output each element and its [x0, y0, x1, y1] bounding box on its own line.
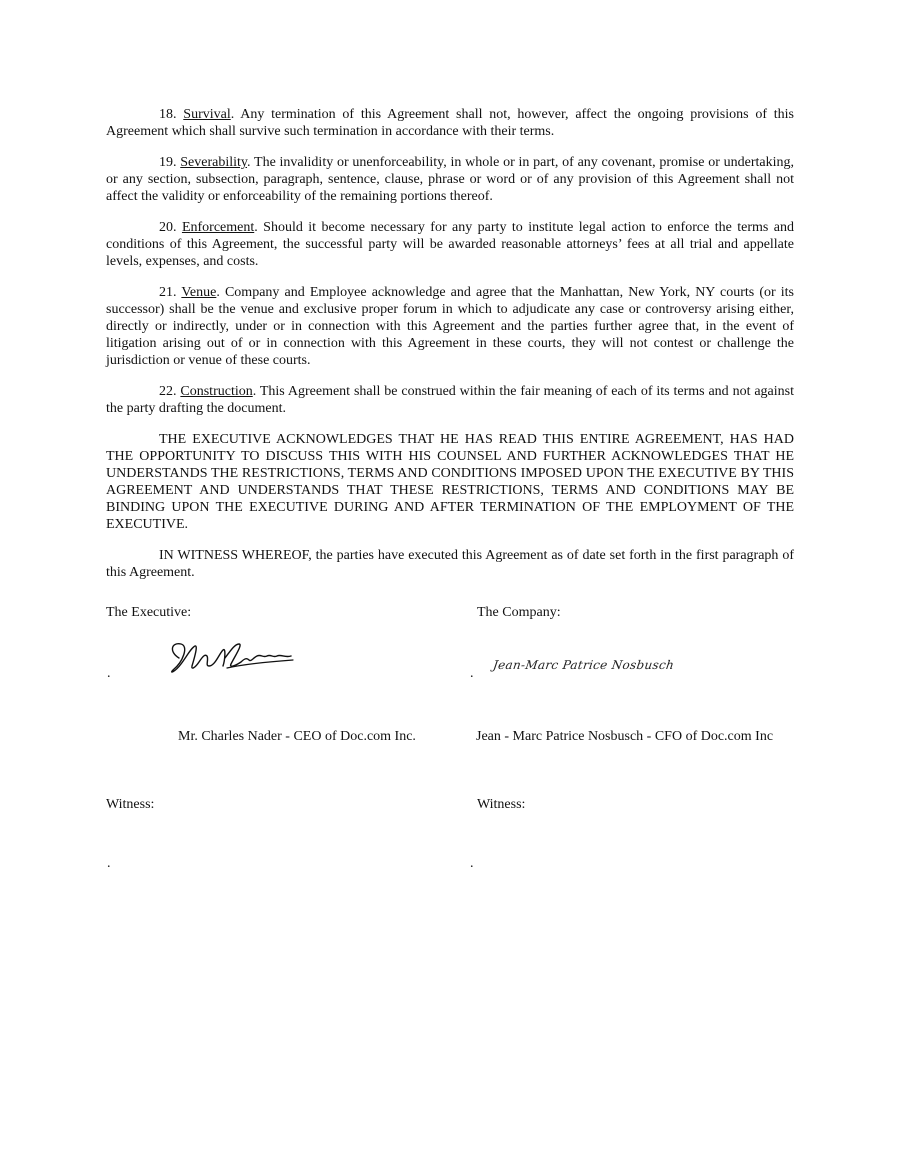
witness-line-dot: . — [470, 856, 474, 871]
clause-number: 19. — [159, 155, 177, 170]
clause-number: 20. — [159, 220, 177, 235]
witness-line-dot: . — [107, 856, 111, 871]
company-signatory-name: Jean - Marc Patrice Nosbusch - CFO of Doc.com Inc — [476, 729, 774, 744]
clause-number: 21. — [159, 285, 177, 300]
company-label: The Company: — [477, 605, 561, 620]
signature-line-dot: . — [470, 666, 474, 681]
clause-body: . Any termination of this Agreement shall not, however, affect the ongoing provisions of this Agreement which shall survive such termination in accordance with their terms. — [106, 107, 795, 139]
clause-body: . Should it become necessary for any party to institute legal action to enforce the terms and conditions of this Agreement, the successful party will be awarded reasonable attorneys’ fees at all trial and appellate levels, expenses, and costs. — [106, 220, 794, 269]
clause-18 — [106, 106, 794, 140]
clause-21 — [106, 284, 794, 369]
clause-body: . Company and Employee acknowledge and agree that the Manhattan, New York, NY courts (or its successor) shall be the venue and exclusive proper forum in which to adjudicate any case or controversy arising either, directly or indirectly, under or in connection with this Agreement and the parties further agree that, in the event of litigation arising out of or in connection with this Agreement in these courts, they will not contest or challenge the jurisdiction or venue of these courts. — [106, 285, 794, 368]
clause-body: . The invalidity or unenforceability, in whole or in part, of any covenant, promise or undertaking, or any section, subsection, paragraph, sentence, clause, phrase or word or of any provision of this Agreement shall not affect the validity or enforceability of the remaining portions thereof. — [106, 155, 794, 204]
clause-heading: Construction — [180, 384, 253, 399]
clause-19 — [106, 154, 794, 205]
clause-heading: Enforcement — [181, 220, 255, 235]
acknowledgement-paragraph: THE EXECUTIVE ACKNOWLEDGES THAT HE HAS READ THIS ENTIRE AGREEMENT, HAS HAD THE OPPORTUNITY TO DISCUSS THIS WITH HIS COUNSEL AND FURTHER ACKNOWLEDGES THAT HE UNDERSTANDS THE RESTRICTIONS, TERMS AND CONDITIONS IMPOSED UPON THE EXECUTIVE BY THIS AGREEMENT AND UNDERSTANDS THAT THESE RESTRICTIONS, TERMS AND CONDITIONS MAY BE BINDING UPON THE EXECUTIVE DURING AND AFTER TERMINATION OF THE EMPLOYMENT OF THE EXECUTIVE. — [106, 432, 794, 532]
clause-heading: Survival — [183, 107, 231, 122]
clause-number: 18. — [159, 107, 177, 122]
clause-22 — [106, 383, 794, 417]
clause-heading: Severability — [180, 155, 248, 170]
agreement-text — [106, 106, 794, 595]
company-signature: Jean-Marc Patrice Nosbusch — [492, 658, 676, 672]
clause-body: . This Agreement shall be construed within the fair meaning of each of its terms and not against the party drafting the document. — [106, 384, 795, 416]
clause-number: 22. — [159, 384, 177, 399]
witness-clause: IN WITNESS WHEREOF, the parties have executed this Agreement as of date set forth in the first paragraph of this Agreement. — [106, 548, 794, 580]
executive-signature — [165, 636, 300, 678]
executive-label: The Executive: — [106, 605, 192, 620]
executive-name: Mr. Charles Nader - CEO of Doc.com Inc. — [178, 729, 416, 744]
witness-right-label: Witness: — [477, 797, 526, 812]
clause-heading: Venue — [181, 285, 217, 300]
clause-20 — [106, 219, 794, 270]
signature-line-dot: . — [107, 666, 111, 681]
witness-left-label: Witness: — [106, 797, 155, 812]
